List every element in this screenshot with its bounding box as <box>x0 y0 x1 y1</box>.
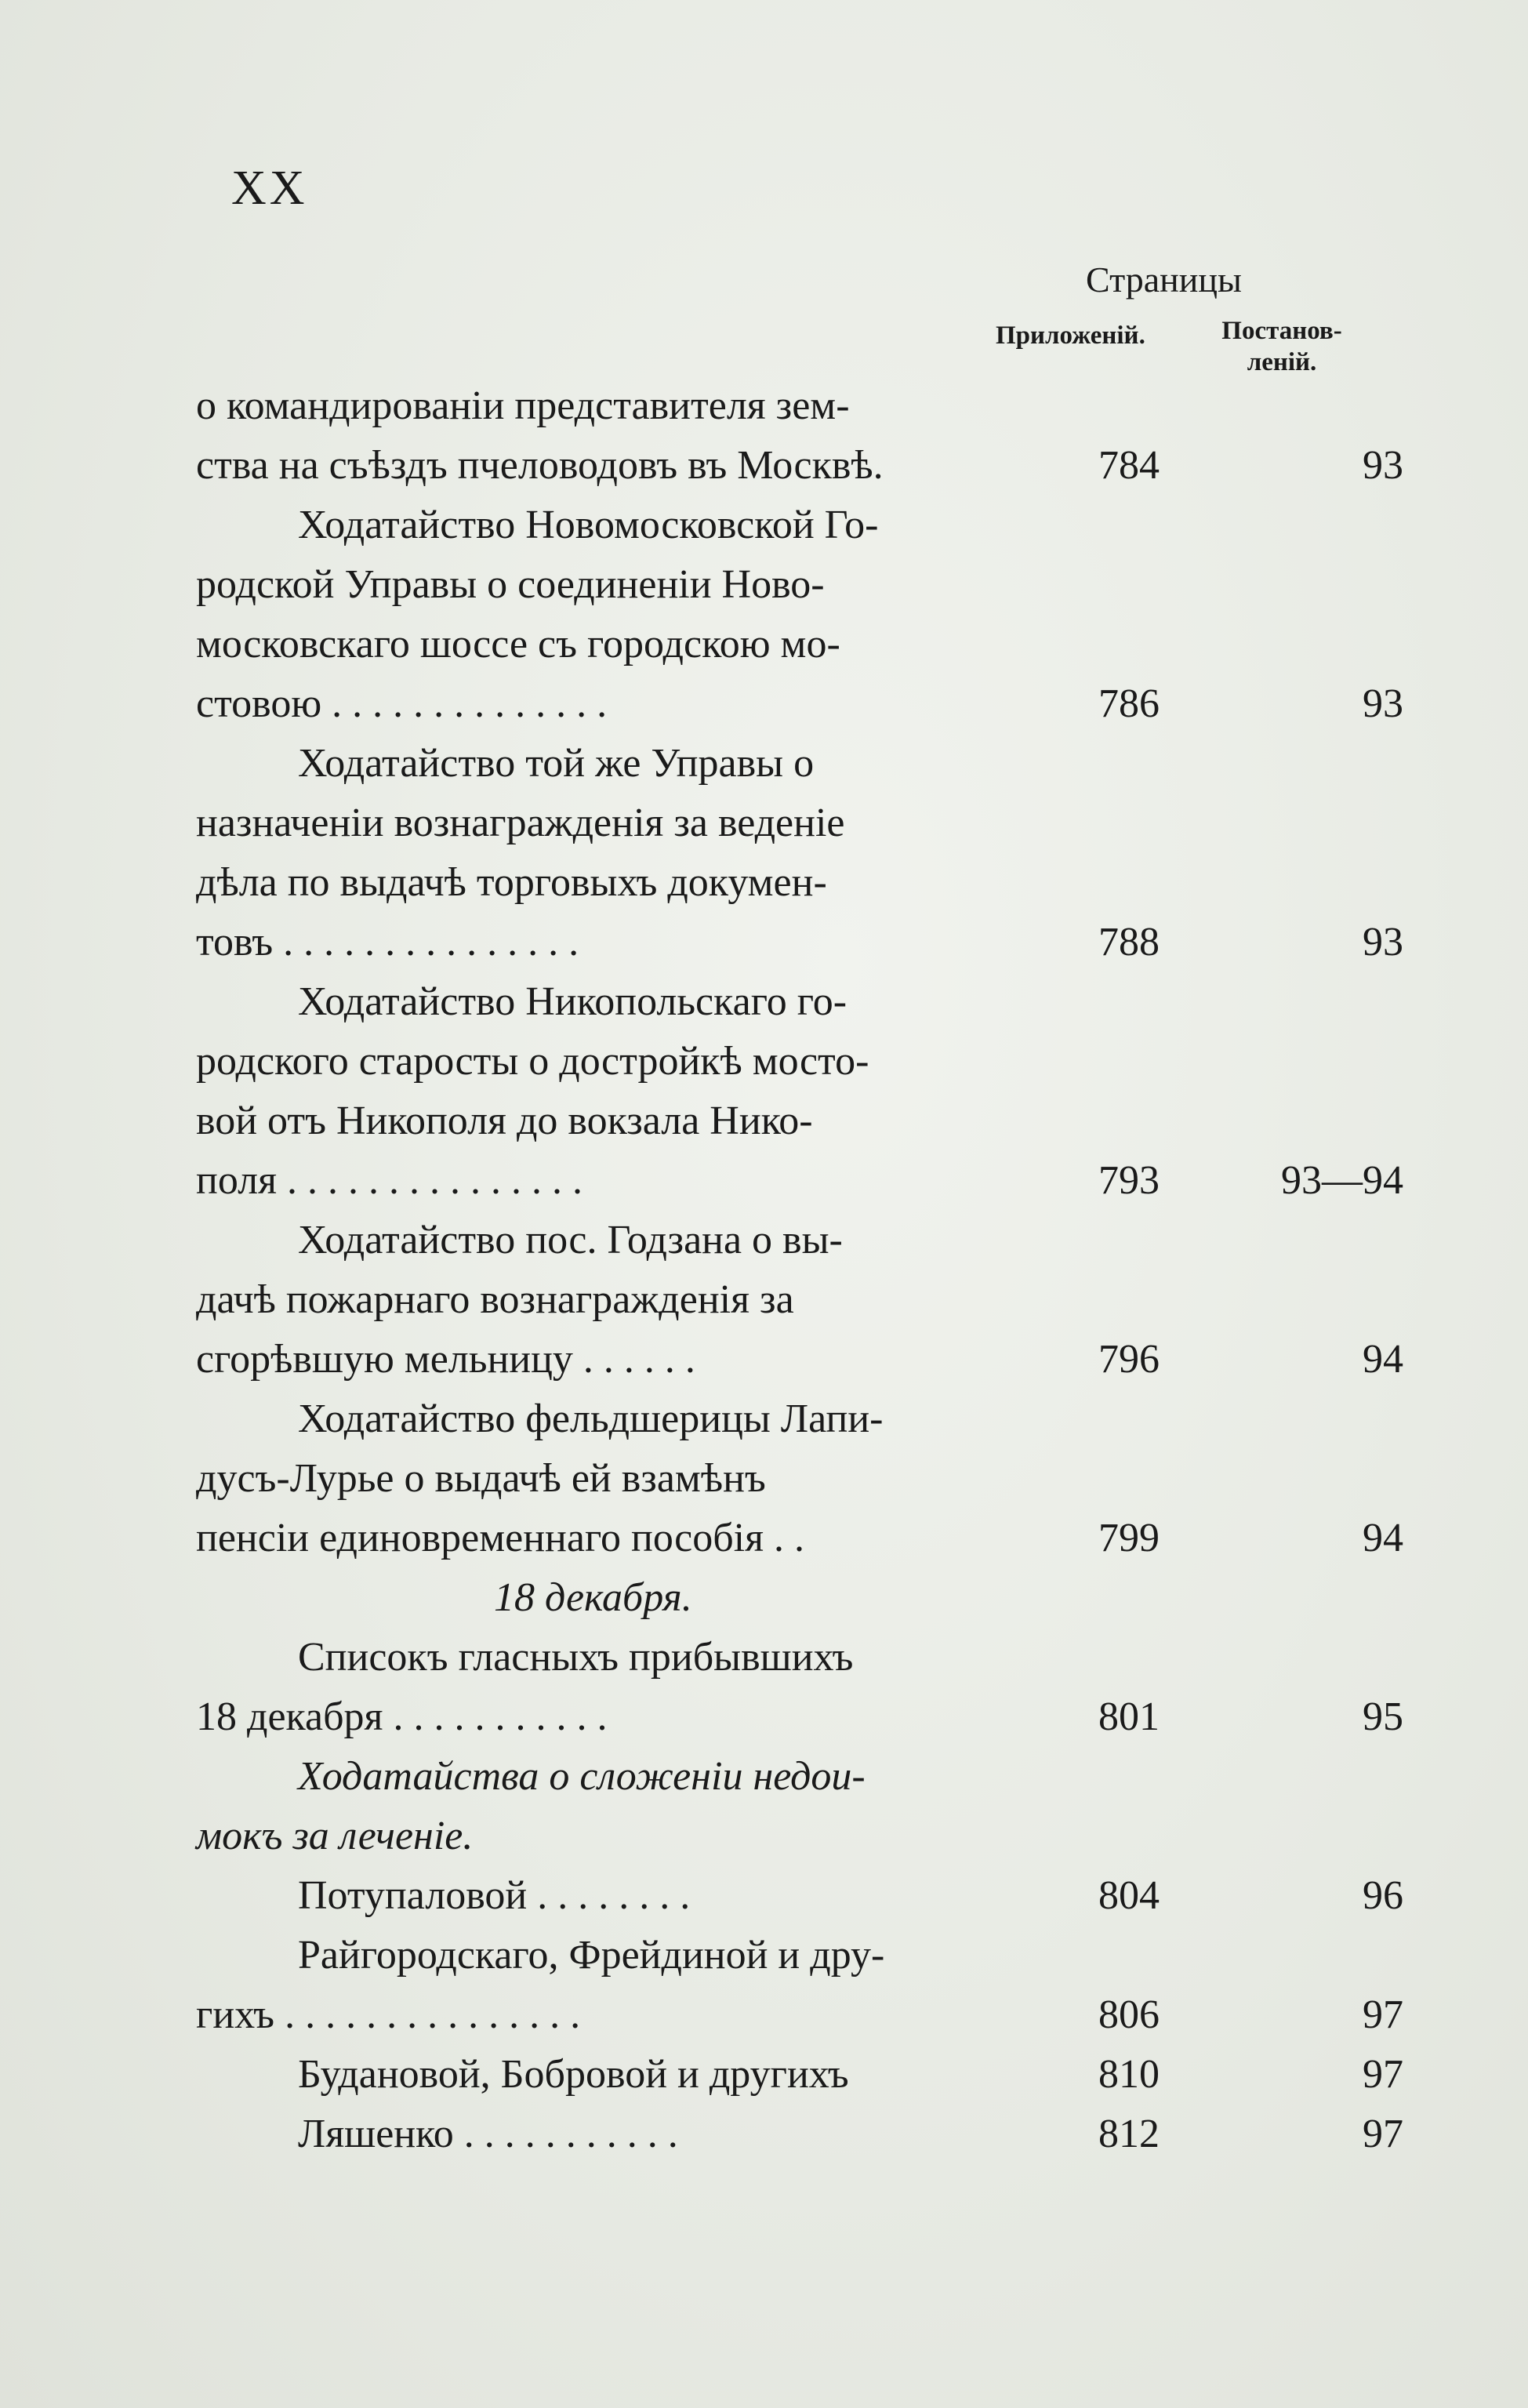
appendix-page-number: 799 <box>1098 1516 1160 1560</box>
appendix-page-number: 812 <box>1098 2112 1160 2156</box>
index-line-text: дачѣ пожарнаго вознагражденія за <box>196 1277 794 1322</box>
resolution-page-number: 94 <box>1363 1516 1403 1560</box>
index-line-text: Ходатайство Никопольскаго го- <box>298 979 847 1024</box>
index-line-text: стовою . . . . . . . . . . . . . . <box>196 681 608 726</box>
column-header-resolutions <box>1211 315 1352 378</box>
appendix-page-number: 788 <box>1098 920 1160 964</box>
resolution-page-number: 93 <box>1363 443 1403 488</box>
index-line-text: Ходатайство фельдшерицы Лапи- <box>298 1396 884 1441</box>
index-line-text: назначеніи вознагражденія за веденіе <box>196 801 845 845</box>
index-line-text: Ходатайство Новомосковской Го- <box>298 503 879 547</box>
resolution-page-number: 95 <box>1363 1694 1403 1739</box>
appendix-page-number: 786 <box>1098 681 1160 726</box>
index-line-text: пенсіи единовременнаго пособія . . <box>196 1516 805 1560</box>
resolution-page-number: 94 <box>1363 1337 1403 1382</box>
resolution-page-number: 93 <box>1363 681 1403 726</box>
column-header-appendices: Приложеній. <box>996 321 1145 350</box>
resolution-page-number: 97 <box>1363 2052 1403 2097</box>
index-line-text: гихъ . . . . . . . . . . . . . . . <box>196 1992 581 2037</box>
index-line-text: о командированіи представителя зем- <box>196 383 850 428</box>
index-line-text: Ходатайство пос. Годзана о вы- <box>298 1218 843 1262</box>
appendix-page-number: 793 <box>1098 1158 1160 1203</box>
resolution-page-number: 97 <box>1363 1992 1403 2037</box>
index-line-text: ства на съѣздъ пчеловодовъ въ Москвѣ. <box>196 443 884 488</box>
appendix-page-number: 810 <box>1098 2052 1160 2097</box>
appendix-page-number: 804 <box>1098 1873 1160 1918</box>
resolution-page-number: 97 <box>1363 2112 1403 2156</box>
index-line-text: Будановой, Бобровой и другихъ <box>298 2052 849 2097</box>
page-number: XX <box>231 162 308 215</box>
index-line-text: Списокъ гласныхъ прибывшихъ <box>298 1635 854 1680</box>
appendix-page-number: 801 <box>1098 1694 1160 1739</box>
appendix-page-number: 784 <box>1098 443 1160 488</box>
index-line-text: Райгородскаго, Фрейдиной и дру- <box>298 1933 885 1978</box>
index-line-text: 18 декабря . . . . . . . . . . . <box>196 1694 608 1739</box>
index-line-text: мокъ за леченіе. <box>196 1814 474 1858</box>
index-line-text: поля . . . . . . . . . . . . . . . <box>196 1158 583 1203</box>
index-line-text: Потупаловой . . . . . . . . <box>298 1873 691 1918</box>
index-line-text: дѣла по выдачѣ торговыхъ докумен- <box>196 860 827 905</box>
index-line-text: Ходатайство той же Управы о <box>298 741 815 786</box>
index-line-text: вой отъ Никополя до вокзала Нико- <box>196 1099 813 1143</box>
index-line-text: родской Управы о соединеніи Ново- <box>196 562 825 607</box>
index-line-text: сгорѣвшую мельницу . . . . . . <box>196 1337 695 1382</box>
index-line-text: товъ . . . . . . . . . . . . . . . <box>196 920 579 964</box>
resolution-page-number: 96 <box>1363 1873 1403 1918</box>
column-header-resolutions-line1: Постанов- <box>1221 317 1342 345</box>
resolution-page-number: 93 <box>1363 920 1403 964</box>
index-line-text: московскаго шоссе съ городскою мо- <box>196 622 840 666</box>
index-line-text: родского старосты о достройкѣ мосто- <box>196 1039 869 1084</box>
index-line-text: 18 декабря. <box>494 1575 692 1620</box>
appendix-page-number: 806 <box>1098 1992 1160 2037</box>
resolution-page-number: 93—94 <box>1281 1158 1403 1203</box>
column-header-resolutions-line2: леній. <box>1247 348 1317 376</box>
index-line-text: Ходатайства о сложеніи недои- <box>298 1754 866 1799</box>
index-line-text: Ляшенко . . . . . . . . . . . <box>298 2112 678 2156</box>
appendix-page-number: 796 <box>1098 1337 1160 1382</box>
column-header-title: Страницы <box>1086 260 1242 300</box>
index-line-text: дусъ-Лурье о выдачѣ ей взамѣнъ <box>196 1456 766 1501</box>
